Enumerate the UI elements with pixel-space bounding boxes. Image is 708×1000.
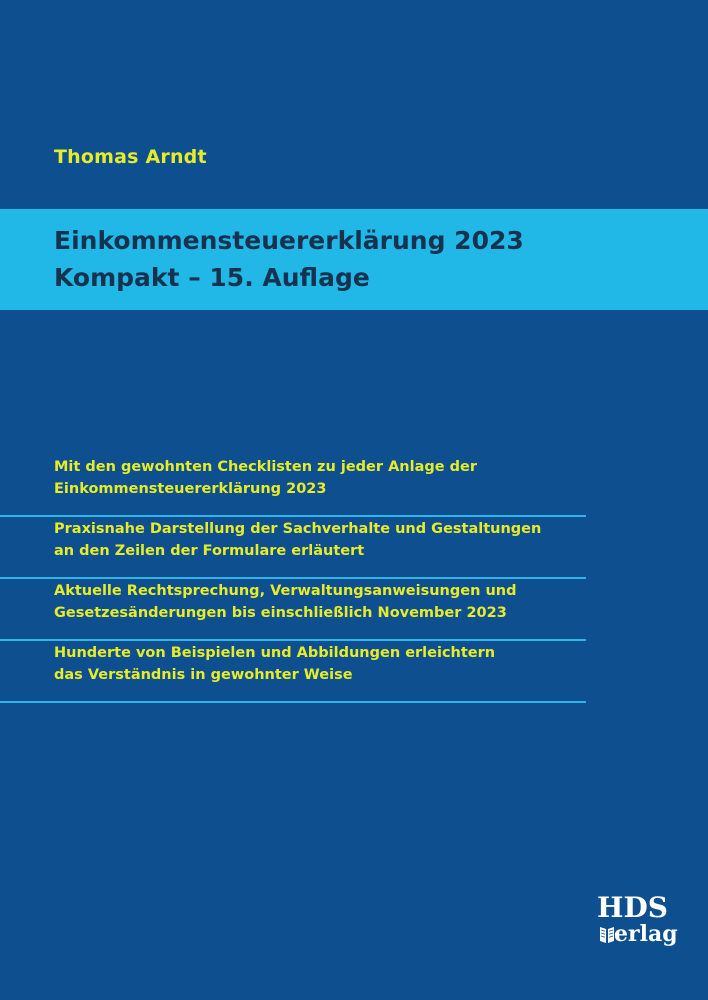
- feature-item: [54, 456, 532, 518]
- publisher-logo-hds: HDS: [597, 891, 668, 924]
- feature-item: [54, 642, 532, 704]
- feature-line: Praxisnahe Darstellung der Sachverhalte und Gestaltungen: [54, 521, 542, 537]
- author-name: Thomas Arndt: [54, 146, 207, 168]
- publisher-logo-verlag: erlag: [614, 921, 678, 947]
- feature-list: [54, 456, 542, 704]
- feature-item: [54, 580, 532, 642]
- divider: [0, 577, 586, 579]
- feature-line: Hunderte von Beispielen und Abbildungen erleichtern: [54, 645, 496, 661]
- feature-line: Aktuelle Rechtsprechung, Verwaltungsanweisungen und: [54, 583, 517, 599]
- book-icon: [599, 926, 615, 944]
- divider: [0, 639, 586, 641]
- divider: [0, 701, 586, 703]
- feature-text: [54, 456, 532, 500]
- publisher-logo: [597, 891, 678, 953]
- feature-item: [54, 518, 542, 580]
- divider: [0, 515, 586, 517]
- feature-line: Gesetzesänderungen bis einschließlich November 2023: [54, 605, 507, 621]
- feature-text: [54, 642, 532, 686]
- title-band: [0, 209, 708, 310]
- feature-line: Einkommensteuererklärung 2023: [54, 481, 327, 497]
- feature-line: Mit den gewohnten Checklisten zu jeder Anlage der: [54, 459, 478, 475]
- title-line-1: Einkommensteuererklärung 2023: [54, 226, 524, 255]
- feature-text: [54, 518, 542, 562]
- feature-text: [54, 580, 532, 624]
- feature-line: an den Zeilen der Formulare erläutert: [54, 543, 365, 559]
- feature-line: das Verständnis in gewohnter Weise: [54, 667, 353, 683]
- title-line-2: Kompakt – 15. Auflage: [54, 263, 370, 292]
